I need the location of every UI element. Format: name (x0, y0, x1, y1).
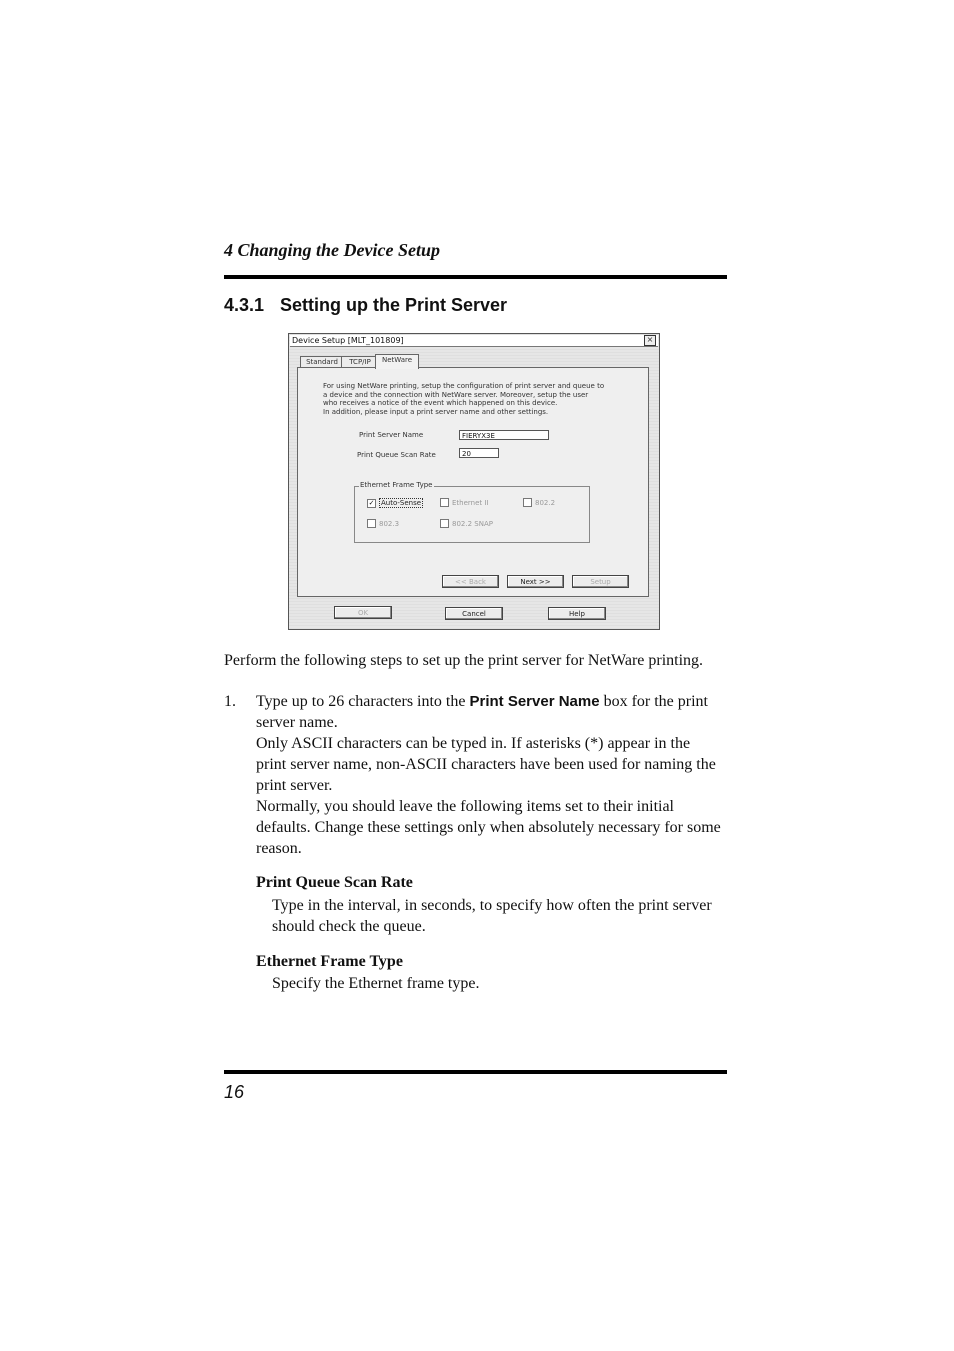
ethernet-frame-group (354, 481, 590, 543)
definition-scan-rate: Type in the interval, in seconds, to specify how often the print server should check the queue. (272, 897, 712, 935)
section-title (224, 295, 507, 316)
cancel-button[interactable]: Cancel (445, 607, 503, 620)
footer-rule (224, 1070, 727, 1074)
opt8023-checkbox[interactable] (367, 519, 399, 528)
checkbox-icon (440, 498, 449, 507)
step-number: 1. (224, 693, 236, 710)
opt8022-label: 802.2 (535, 498, 556, 507)
help-button[interactable]: Help (548, 607, 606, 620)
checkbox-icon (523, 498, 532, 507)
print-server-name-term: Print Server Name (469, 693, 600, 710)
header-rule (224, 275, 727, 279)
ethernet2-checkbox[interactable] (440, 498, 489, 507)
device-setup-dialog (288, 333, 660, 630)
step1-text-pre: Type up to 26 characters into the (256, 693, 470, 710)
step-body (256, 691, 724, 859)
term-scan-rate: Print Queue Scan Rate (256, 874, 413, 891)
dialog-title: Device Setup [MLT_101809] (292, 336, 404, 345)
ok-button[interactable]: OK (334, 606, 392, 619)
print-server-name-input[interactable]: FIERYX3E (459, 430, 549, 440)
netware-panel (297, 367, 649, 597)
scan-rate-input[interactable]: 20 (459, 448, 499, 458)
tab-tcpip[interactable]: TCP/IP (341, 356, 379, 368)
tab-netware[interactable]: NetWare (375, 354, 419, 369)
checkbox-icon (440, 519, 449, 528)
back-button[interactable]: << Back (442, 575, 499, 588)
chapter-header: 4 Changing the Device Setup (224, 240, 441, 260)
page-number: 16 (224, 1082, 245, 1102)
print-server-name-label: Print Server Name (359, 431, 424, 439)
auto-sense-label: Auto-Sense (381, 499, 422, 507)
section-heading: Setting up the Print Server (280, 295, 508, 315)
next-button[interactable]: Next >> (507, 575, 564, 588)
step1-paragraph-2: Only ASCII characters can be typed in. If asterisks (*) appear in the print server name, non-ASCII characters have been used for naming the print server. (256, 735, 716, 794)
checkbox-icon (367, 519, 376, 528)
close-icon[interactable]: × (644, 335, 656, 346)
ethernet-frame-group-title: Ethernet Frame Type (360, 481, 433, 489)
step1-text-post: box for the print server name. (256, 693, 708, 731)
term-frame-type: Ethernet Frame Type (256, 953, 403, 970)
check-icon: ✓ (368, 498, 375, 507)
intro-paragraph: Perform the following steps to set up the print server for NetWare printing. (224, 652, 704, 669)
step1-paragraph-1 (256, 691, 724, 733)
scan-rate-label: Print Queue Scan Rate (357, 451, 436, 459)
snap-label: 802.2 SNAP (452, 519, 493, 528)
definition-frame-type: Specify the Ethernet frame type. (272, 975, 480, 992)
dialog-titlebar (290, 335, 658, 347)
setup-button[interactable]: Setup (572, 575, 629, 588)
tab-standard[interactable]: Standard (300, 356, 344, 368)
step1-paragraph-3: Normally, you should leave the following items set to their initial defaults. Change these settings only when absolutely necessary for some reason. (256, 798, 721, 857)
opt8023-label: 802.3 (379, 519, 400, 528)
auto-sense-checkbox[interactable] (367, 498, 423, 508)
snap-checkbox[interactable] (440, 519, 493, 528)
section-number: 4.3.1 (224, 295, 265, 315)
panel-description: For using NetWare printing, setup the configuration of print server and queue to a device and the connection with NetWare server. Moreover, setup the user who receives a notice of the event which happened on this device. In addition, please input a print server name and other settings. (323, 382, 605, 416)
opt8022-checkbox[interactable] (523, 498, 555, 507)
ethernet2-label: Ethernet II (452, 498, 489, 507)
step-1 (224, 691, 724, 859)
